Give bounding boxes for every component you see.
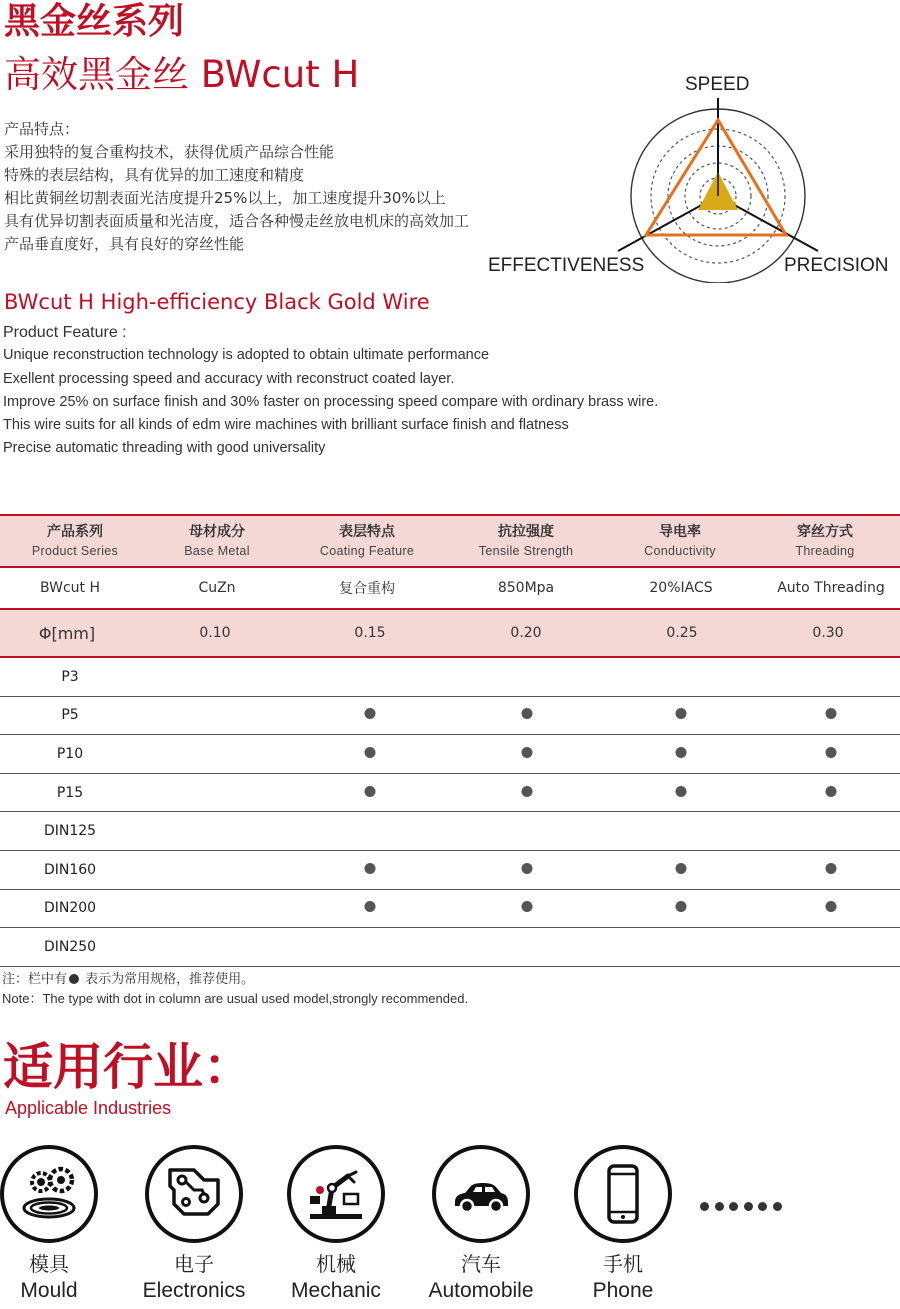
table-note [2,970,468,1008]
industry-cn-label: 手机 [603,1252,643,1276]
performance-radar [480,68,900,283]
recommended-dot-icon [365,707,376,723]
car-icon [432,1145,530,1243]
recommended-dot-icon [676,746,687,762]
more-ellipsis-icon [700,1196,787,1215]
cn-feature-item: 特殊的表层结构，具有优异的加工速度和精度 [4,166,305,184]
recommended-dot-icon [522,900,533,916]
en-feature-item: Unique reconstruction technology is adopted to obtain ultimate performance [3,347,490,364]
table-diameter-row [0,608,900,658]
table-row [0,851,900,890]
diameter-label: Φ[mm] [38,623,96,643]
table-row [0,697,900,736]
en-feature-item: This wire suits for all kinds of edm wire machines with brilliant surface finish and flatness [3,417,569,434]
en-feature-item: Exellent processing speed and accuracy with reconstruct coated layer. [3,370,455,387]
industries-subtitle: Applicable Industries [5,1098,172,1118]
en-feature-list [3,321,658,461]
circuit-board-icon [145,1145,243,1243]
spec-table [0,514,900,967]
note-cn: 注：栏中有 表示为常用规格，推荐使用。 [2,972,255,987]
spec-name: DIN160 [43,861,97,878]
recommended-dot-icon [522,707,533,723]
info-cell: 850Mpa [497,580,555,596]
recommended-dot-icon [522,785,533,801]
diameter-cell: 0.10 [199,625,231,641]
recommended-dot-icon [826,746,837,762]
industries-title: 适用行业： [3,1038,253,1096]
en-feature-item: Improve 25% on surface finish and 30% faster on processing speed compare with ordinary brass wire. [3,393,659,410]
series-title: 黑金丝系列 [4,1,185,42]
industry-en-label: Automobile [428,1279,534,1302]
header-cell: 穿丝方式 Threading [795,523,855,558]
info-cell: CuZn [198,580,236,596]
spec-name: P3 [61,668,79,685]
table-info-row [0,568,900,608]
header-cell: 母材成分 Base Metal [184,523,250,558]
cn-feature-item: 相比黄铜丝切割表面光洁度提升25%以上，加工速度提升30%以上 [4,189,446,207]
product-title: 高效黑金丝 BWcut H [4,53,360,96]
industry-item-mechanic [276,1145,396,1305]
industry-cn-label: 机械 [316,1252,356,1276]
diameter-cell: 0.30 [812,625,844,641]
robot-arm-icon [287,1145,385,1243]
spec-rows [0,658,900,967]
cn-feature-list [4,118,469,256]
spec-name: DIN250 [43,938,97,955]
table-row [0,928,900,967]
recommended-dot-icon [522,746,533,762]
recommended-dot-icon [826,862,837,878]
header-cell: 导电率 Conductivity [644,523,716,558]
recommended-dot-icon [676,785,687,801]
recommended-dot-icon [522,862,533,878]
info-cell: 复合重构 [339,581,395,597]
spec-name: P10 [56,745,84,762]
table-row [0,812,900,851]
recommended-dot-icon [676,900,687,916]
radar-label-effectiveness: EFFECTIVENESS [488,255,645,276]
industry-en-label: Mechanic [291,1279,381,1302]
industry-cn-label: 模具 [29,1252,69,1276]
cn-feature-item: 采用独特的复合重构技术，获得优质产品综合性能 [4,143,335,161]
header-cell: 产品系列 Product Series [31,523,119,558]
cn-feature-item: 具有优异切割表面质量和光洁度，适合各种慢走丝放电机床的高效加工 [4,212,470,230]
info-cell: 20%IACS [649,580,713,596]
recommended-dot-icon [826,785,837,801]
info-cell: BWcut H [40,580,100,596]
note-en: Note：The type with dot in column are usual used model,strongly recommended. [2,991,469,1006]
recommended-dot-icon [365,746,376,762]
recommended-dot-icon [826,707,837,723]
diameter-cell: 0.25 [666,625,698,641]
radar-label-speed: SPEED [685,74,750,95]
en-feature-heading: Product Feature : [3,324,127,341]
industry-en-label: Electronics [142,1279,246,1302]
industry-item-mould [0,1145,109,1305]
phone-icon [574,1145,672,1243]
cn-feature-item: 产品垂直度好，具有良好的穿丝性能 [4,235,245,253]
gears-icon [0,1145,98,1243]
header-cell: 抗拉强度 Tensile Strength [478,523,574,558]
industry-en-label: Phone [592,1279,654,1302]
spec-name: P5 [61,707,79,724]
dot-symbol-icon [69,974,79,984]
recommended-dot-icon [826,900,837,916]
radar-graphic [480,68,900,283]
industry-item-phone [563,1145,683,1305]
table-row [0,658,900,697]
table-header-row [0,514,900,568]
industry-en-label: Mould [20,1279,78,1302]
radar-label-precision: PRECISION [784,255,889,276]
diameter-cell: 0.20 [510,625,542,641]
industry-cn-label: 汽车 [461,1252,501,1276]
header-cell: 表层特点 Coating Feature [319,523,415,558]
industry-item-automobile [421,1145,541,1305]
cn-feature-heading: 产品特点： [4,120,80,138]
spec-name: DIN200 [43,900,97,917]
spec-name: DIN125 [43,823,97,840]
info-cell: Auto Threading [777,580,885,596]
recommended-dot-icon [365,862,376,878]
table-row [0,774,900,813]
industry-item-electronics [134,1145,254,1305]
recommended-dot-icon [676,707,687,723]
table-row [0,735,900,774]
recommended-dot-icon [365,785,376,801]
diameter-cell: 0.15 [354,625,386,641]
recommended-dot-icon [365,900,376,916]
industry-cn-label: 电子 [174,1252,214,1276]
table-row [0,890,900,929]
spec-name: P15 [56,784,84,801]
en-feature-item: Precise automatic threading with good universality [3,440,326,457]
en-product-title: BWcut H High-efficiency Black Gold Wire [4,290,430,314]
recommended-dot-icon [676,862,687,878]
